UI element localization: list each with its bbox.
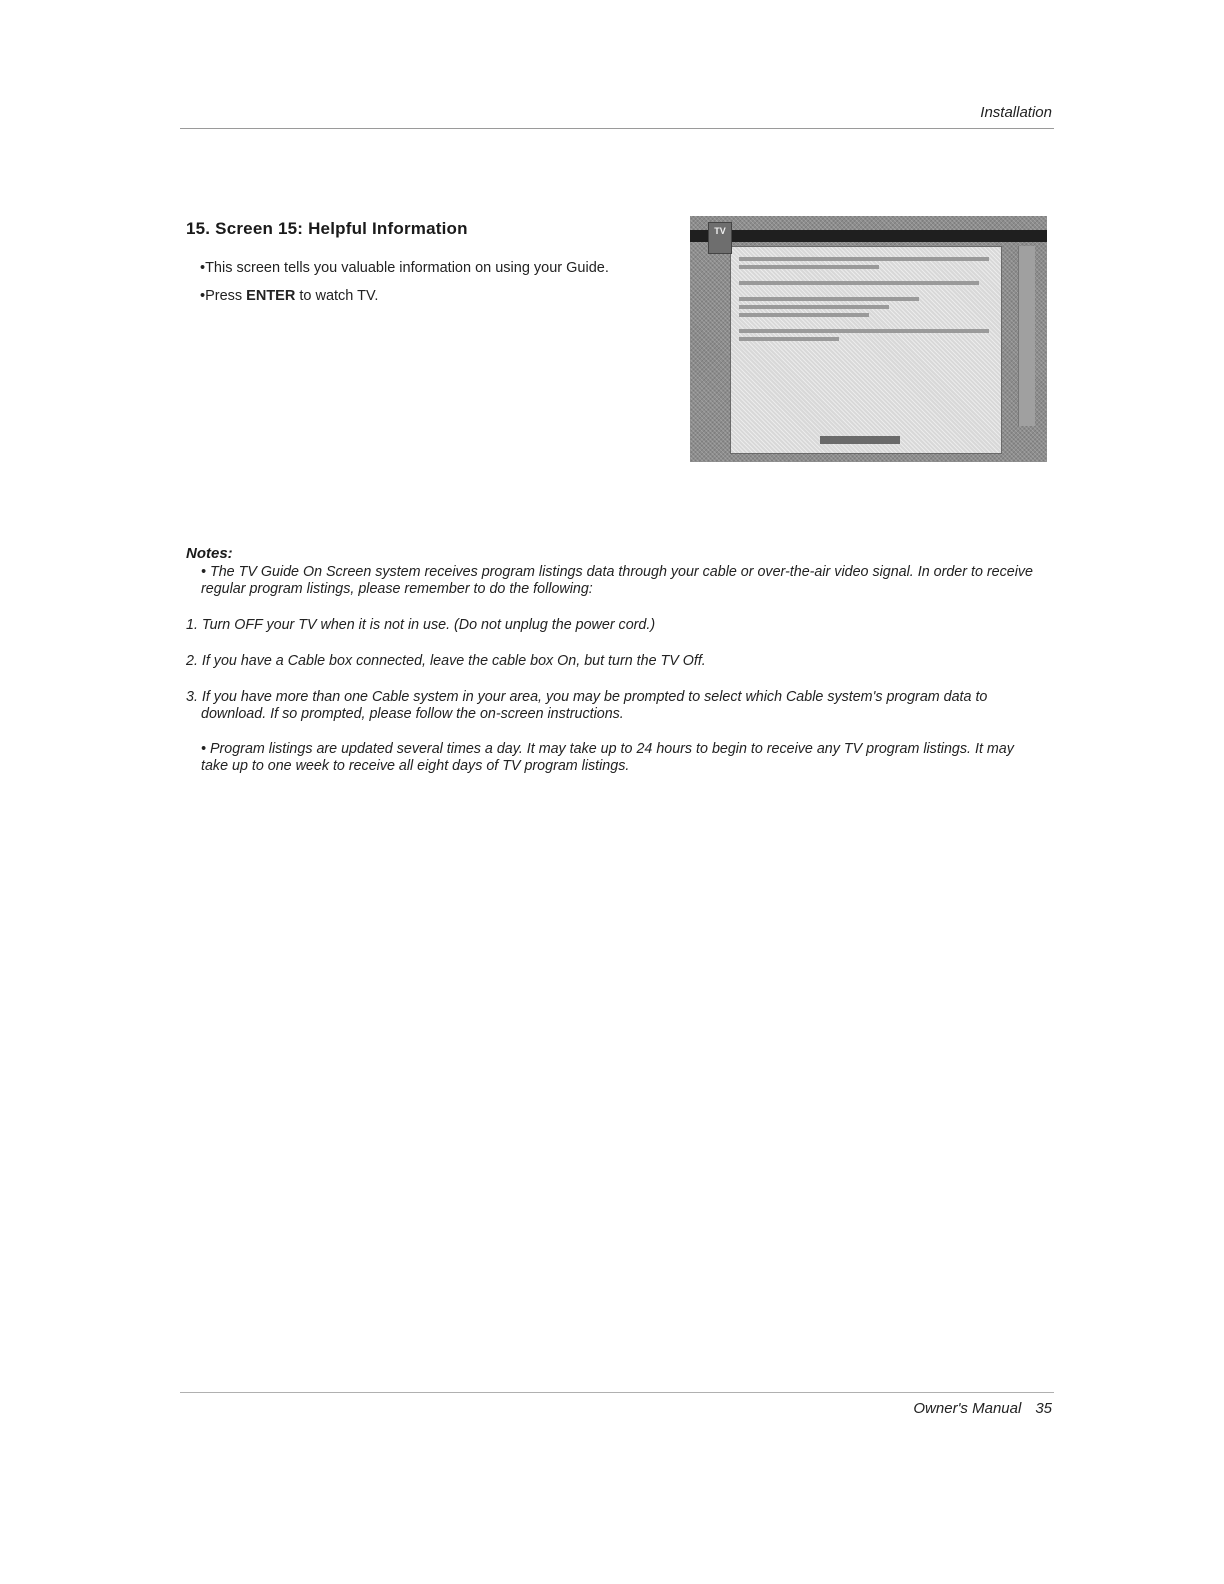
- notes-title: Notes:: [186, 545, 233, 562]
- page-number: 35: [1035, 1400, 1052, 1417]
- bullet-text: to watch TV.: [295, 288, 379, 304]
- screenshot-text-line: [739, 305, 889, 309]
- footer-title: Owner's Manual: [913, 1400, 1022, 1417]
- notes-item-3: 3. If you have more than one Cable system in your area, you may be prompted to select which Cable system's program data to download. If so prompted, please follow the on-screen instructions.: [186, 689, 988, 722]
- notes-item-1: 1. Turn OFF your TV when it is not in use. (Do not unplug the power cord.): [186, 617, 656, 633]
- screenshot-text-line: [739, 257, 989, 261]
- header-section-label: Installation: [980, 104, 1052, 121]
- header-divider: [180, 128, 1054, 129]
- section-bullets: [200, 259, 660, 315]
- bullet-item: •This screen tells you valuable information on using your Guide.: [200, 260, 609, 276]
- notes-outro: • Program listings are updated several times a day. It may take up to 24 hours to begin to receive any TV program listings. It may take up to one week to receive all eight days of TV program listings.: [201, 741, 1014, 774]
- screenshot-text-line: [739, 329, 989, 333]
- screenshot-text-line: [739, 313, 869, 317]
- page-footer: [913, 1400, 1052, 1417]
- guide-screenshot: [690, 216, 1047, 462]
- notes-intro: • The TV Guide On Screen system receives program listings data through your cable or over-the-air video signal. In order to receive regular program listings, please remember to do the following:: [201, 564, 1033, 597]
- tv-guide-logo-icon: TV: [708, 222, 732, 254]
- notes-item-2: 2. If you have a Cable box connected, leave the cable box On, but turn the TV Off.: [186, 653, 706, 669]
- screenshot-title-bar: [690, 230, 1047, 242]
- screenshot-text-line: [739, 265, 879, 269]
- screenshot-continue-button: [820, 436, 900, 444]
- bullet-text: •Press: [200, 288, 247, 304]
- screenshot-info-panel: [730, 246, 1002, 454]
- footer-divider: [180, 1392, 1054, 1393]
- section-title: 15. Screen 15: Helpful Information: [186, 219, 468, 238]
- enter-key-label: ENTER: [246, 288, 296, 304]
- screenshot-text-line: [739, 337, 839, 341]
- bullet-item: [200, 287, 660, 305]
- screenshot-text-line: [739, 297, 919, 301]
- screenshot-side-strip: [1018, 246, 1035, 426]
- screenshot-text-line: [739, 281, 979, 285]
